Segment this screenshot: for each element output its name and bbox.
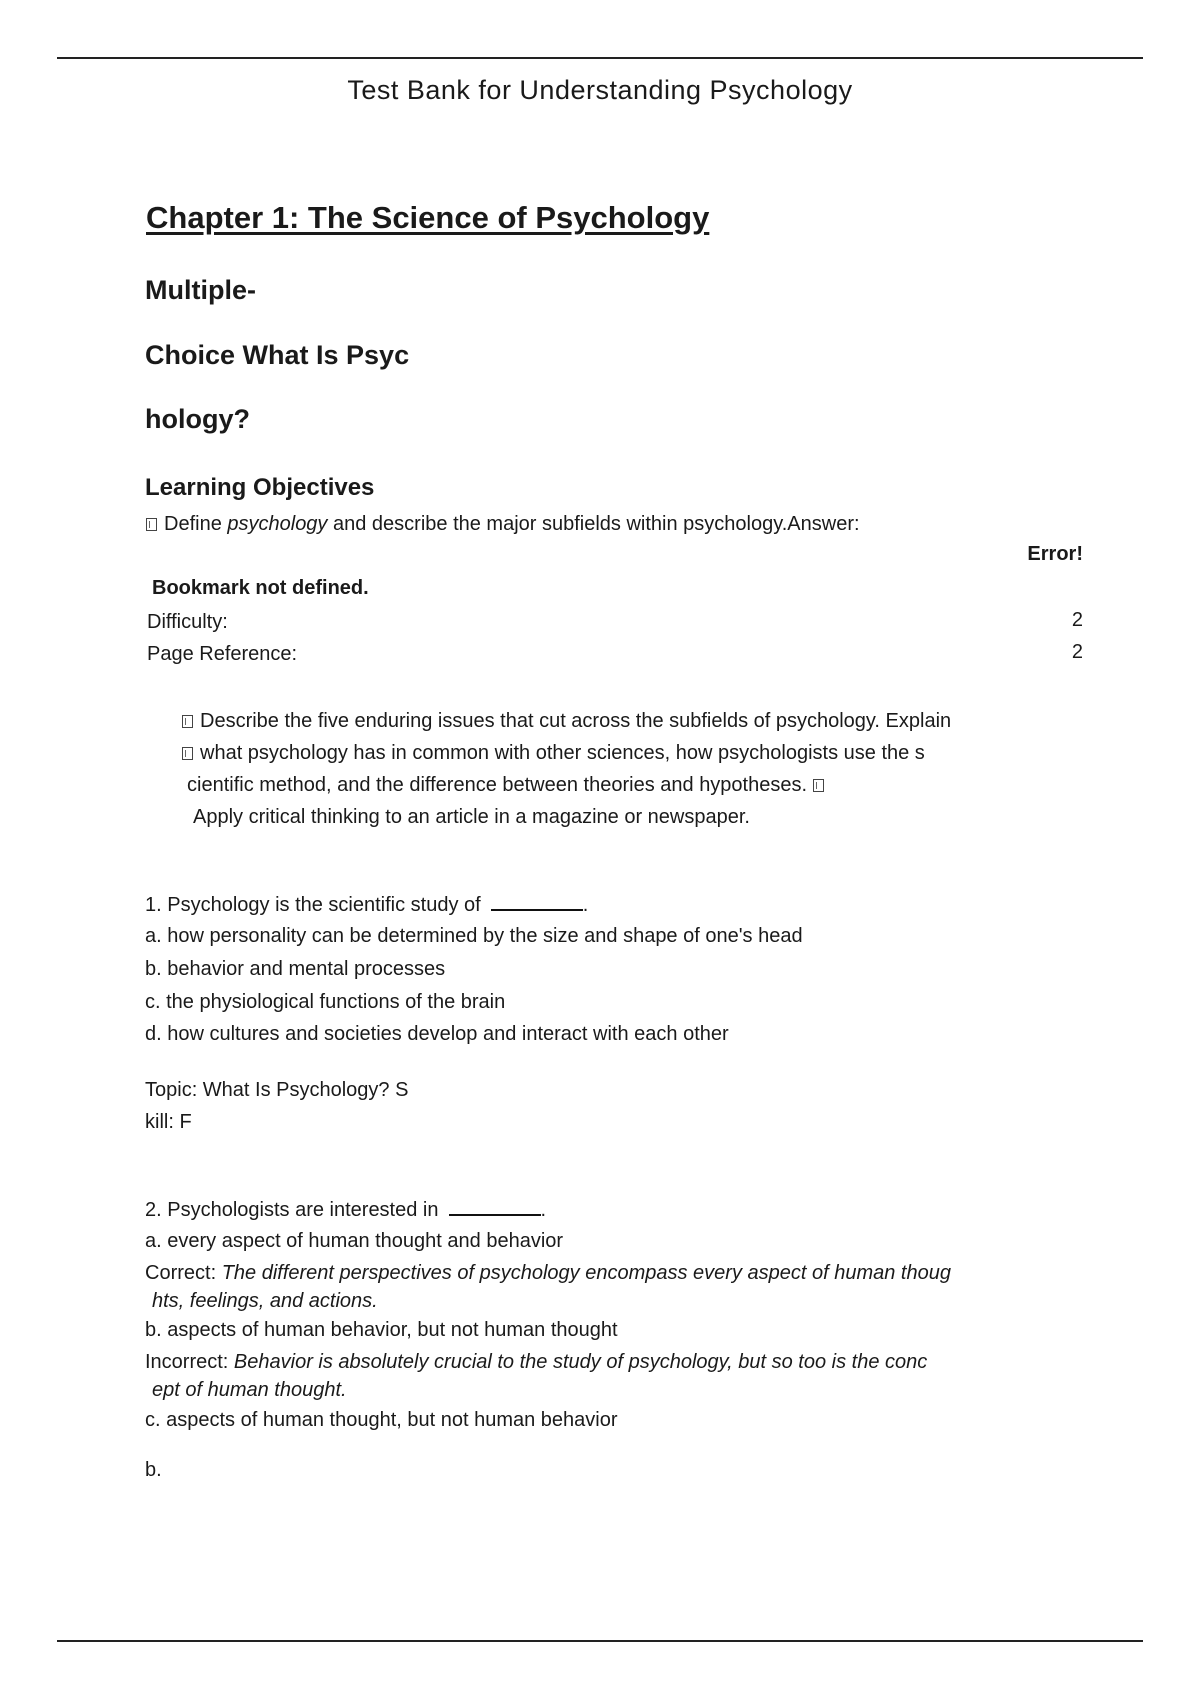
bullet-icon [182,747,193,760]
q2-trailing-option: b. [145,1459,162,1481]
section-heading-line-3: hology? [145,404,250,434]
q2-option-b: b. aspects of human behavior, but not human thought [145,1319,618,1341]
q2-correct-feedback-line-1: Correct: The different perspectives of psychology encompass every aspect of human thoug [145,1262,951,1284]
bottom-rule [57,1640,1143,1642]
chapter-title: Chapter 1: The Science of Psychology [146,200,710,235]
q1-option-c: c. the physiological functions of the brain [145,991,506,1013]
page-reference-value: 2 [1071,641,1083,663]
difficulty-value: 2 [1071,609,1083,631]
page-reference-label: Page Reference: [147,643,298,665]
section-heading-line-2: Choice What Is Psyc [145,340,410,370]
answer-blank [449,1196,541,1216]
top-rule [57,57,1143,59]
q2-option-c: c. aspects of human thought, but not human behavior [145,1409,618,1431]
q2-correct-feedback-line-2: hts, feelings, and actions. [152,1290,378,1312]
q2-option-a: a. every aspect of human thought and behavior [145,1230,564,1252]
q1-skill: kill: F [145,1111,192,1133]
objective-item-1: Define psychology and describe the major subfields within psychology.Answer: [146,511,860,537]
bullet-icon [813,779,824,792]
q1-option-d: d. how cultures and societies develop and interact with each other [145,1023,729,1045]
page-header-title: Test Bank for Understanding Psychology [347,75,853,105]
objective-line-b: what psychology has in common with other sciences, how psychologists use the s [182,740,925,766]
bookmark-label: Bookmark not defined. [152,577,369,599]
q1-stem: 1. Psychology is the scientific study of . [145,891,588,918]
q2-incorrect-feedback-line-2: ept of human thought. [152,1379,347,1401]
answer-blank [491,891,583,911]
q2-incorrect-feedback-line-1: Incorrect: Behavior is absolutely crucial to the study of psychology, but so too is the conc [145,1351,928,1373]
q2-stem: 2. Psychologists are interested in . [145,1196,546,1223]
difficulty-label: Difficulty: [147,611,228,633]
q1-topic: Topic: What Is Psychology? S [145,1079,409,1101]
error-label: Error! [1027,543,1083,565]
q1-option-a: a. how personality can be determined by the size and shape of one's head [145,925,803,947]
objective-line-a: Describe the five enduring issues that cut across the subfields of psychology. Explain [182,708,951,734]
q1-option-b: b. behavior and mental processes [145,958,446,980]
learning-objectives-title: Learning Objectives [145,474,375,501]
objective-line-c: cientific method, and the difference between theories and hypotheses. [187,772,831,798]
objective-line-d: Apply critical thinking to an article in a magazine or newspaper. [193,806,750,828]
bullet-icon [182,715,193,728]
section-heading-line-1: Multiple- [145,275,256,305]
bullet-icon [146,518,157,531]
